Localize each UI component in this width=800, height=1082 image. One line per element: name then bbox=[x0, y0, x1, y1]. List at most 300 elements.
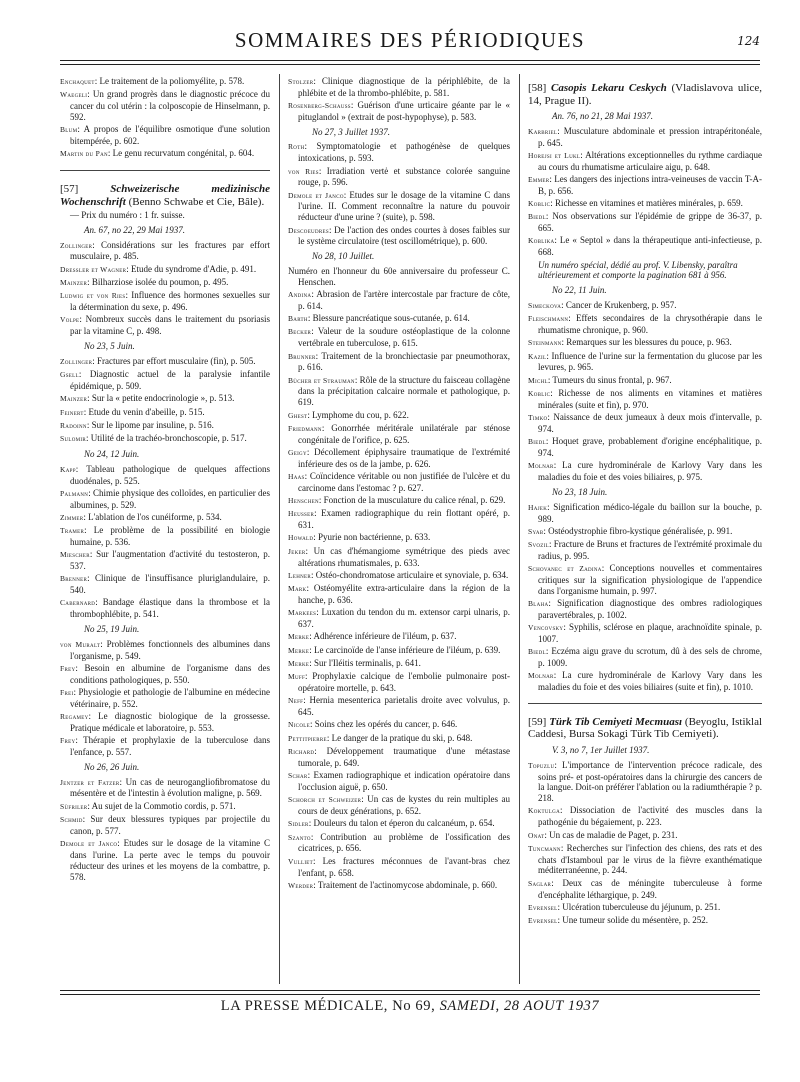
footer-journal: LA PRESSE MÉDICALE, No 69, bbox=[220, 998, 436, 1014]
article-author: Howald bbox=[288, 533, 314, 543]
article-author: Volpe bbox=[60, 315, 80, 325]
article-author: Saglar bbox=[528, 878, 552, 888]
article-title: : Une tumeur solide du mésentère, p. 252. bbox=[557, 915, 708, 926]
article-entry bbox=[288, 631, 510, 643]
article-author: Biedl bbox=[528, 437, 546, 447]
article-author: Kazil bbox=[528, 351, 547, 361]
article-title: : Cancer de Krukenberg, p. 957. bbox=[561, 299, 677, 310]
article-title: : Le traitement de la poliomyélite, p. 578. bbox=[94, 76, 245, 86]
article-author: Tuncmann bbox=[528, 843, 561, 853]
article-entry bbox=[528, 313, 762, 336]
article-title: : Etudes sur le dosage de la vitamine C dans l'urine. II. Comment reconnaître la nature du pouvoir réducteur d'une urine ? (suite), p. 598. bbox=[298, 189, 510, 223]
article-author: Palmann bbox=[60, 488, 89, 498]
article-title: : Coïncidence véritable ou non justifiée de l'ulcère et du carcinome dans l'estomac ? p. 627. bbox=[298, 471, 510, 493]
article-author: Jeker bbox=[288, 546, 306, 556]
page-header bbox=[60, 26, 760, 62]
article-author: Koblic bbox=[528, 389, 551, 399]
article-title: : Abrasion de l'artère intercostale par fracture de côte, p. 614. bbox=[298, 289, 510, 311]
article-author: Cabernard bbox=[60, 598, 96, 608]
article-title: : Clinique de l'insuffisance pluriglandulaire, p. 540. bbox=[70, 573, 270, 596]
header-rule-thin bbox=[60, 64, 760, 65]
article-title: : Guérison d'une urticaire géante par le « pituglandol » (extrait de post-hypophyse), p. 583. bbox=[298, 100, 510, 122]
article-author: Frey bbox=[60, 663, 76, 673]
article-entry bbox=[60, 488, 270, 511]
article-entry bbox=[288, 818, 510, 830]
issue-note: Un numéro spécial, dédié au prof. V. Libensky, paraîtra ultérieurement et comporte la pagination 681 à 956. bbox=[538, 259, 738, 281]
journal-number: [59] bbox=[528, 715, 550, 728]
article-entry bbox=[288, 225, 510, 248]
article-title: : Bilharziose isolée du poumon, p. 495. bbox=[87, 277, 229, 288]
article-author: Topuzlu bbox=[528, 760, 555, 770]
article-entry bbox=[528, 235, 762, 258]
article-entry bbox=[60, 549, 270, 572]
article-title: : Diagnostic actuel de la paralysie infantile épidémique, p. 509. bbox=[70, 369, 270, 391]
article-title: : Luxation du tendon du m. extensor carpi ulnaris, p. 637. bbox=[298, 607, 510, 630]
article-title: : Besoin en albumine de l'organisme dans des conditions pathologiques, p. 550. bbox=[70, 662, 270, 685]
article-entry bbox=[288, 570, 510, 582]
article-entry bbox=[60, 148, 270, 160]
article-title: : Fractures par effort musculaire (fin), p. 505. bbox=[92, 355, 256, 366]
article-entry bbox=[528, 915, 762, 927]
article-title: : Hernia mesenterica parietalis droite avec volvulus, p. 645. bbox=[298, 695, 510, 718]
article-author: Radoinn bbox=[60, 420, 87, 430]
article-entry bbox=[528, 670, 762, 693]
article-author: Regamey bbox=[60, 712, 89, 722]
issue-date: An. 67, no 22, 29 Mai 1937. bbox=[84, 224, 185, 235]
article-title: : Problèmes fonctionnels des albumines dans l'organisme, p. 549. bbox=[70, 638, 270, 661]
article-entry bbox=[528, 375, 762, 387]
article-entry bbox=[528, 902, 762, 914]
article-author: Tramer bbox=[60, 526, 85, 536]
issue-date: No 27, 3 Juillet 1937. bbox=[312, 126, 390, 137]
issue-date: No 24, 12 Juin. bbox=[84, 448, 140, 459]
article-author: Koktulga bbox=[528, 806, 560, 816]
article-author: Merke bbox=[288, 645, 310, 655]
article-entry bbox=[288, 100, 510, 123]
article-author: Koblic bbox=[528, 199, 551, 209]
article-author: Stolzer bbox=[288, 77, 314, 86]
article-entry bbox=[288, 695, 510, 718]
article-title: : Altérations exceptionnelles du rythme cardiaque au cours du rhumatisme articulaire aigu, p. 648. bbox=[538, 149, 762, 172]
article-title: : Chimie physique des colloïdes, en particulier des albumines, p. 529. bbox=[70, 487, 270, 510]
article-title: : Prophylaxie calcique de l'embolie pulmonaire post-opératoire mortelle, p. 643. bbox=[298, 671, 510, 694]
article-author: Jentzer et Fatzer bbox=[60, 777, 120, 787]
article-title: : Etude du venin d'abeille, p. 515. bbox=[83, 406, 205, 417]
article-author: Demole et Janco bbox=[60, 839, 118, 849]
article-author: Brenner bbox=[60, 574, 88, 584]
article-title: : Blessure pancréatique sous-cutanée, p. 614. bbox=[307, 313, 470, 324]
article-title: : Fonction de la musculature du calice rénal, p. 629. bbox=[318, 495, 506, 506]
article-entry bbox=[528, 598, 762, 621]
article-author: Molnar bbox=[528, 671, 554, 681]
article-author: Waegeli bbox=[60, 90, 88, 100]
article-author: Friedmann bbox=[288, 423, 322, 433]
article-author: Heusser bbox=[288, 509, 315, 519]
article-author: Blaha bbox=[528, 599, 549, 609]
article-entry bbox=[528, 760, 762, 804]
article-title: : Richesse en vitamines et matières minérales, p. 659. bbox=[550, 198, 743, 209]
journal-number: [58] bbox=[528, 82, 552, 94]
article-author: Martin du Pan bbox=[60, 149, 108, 159]
article-entry bbox=[528, 539, 762, 562]
issue-note: Numéro en l'honneur du 60e anniversaire du professeur C. Henschen. bbox=[288, 265, 510, 287]
article-title: : Recherches sur l'infection des chiens, des rats et des chats d'Istamboul par le virus de la fièvre exanthématique méditerranéenne, p. 244. bbox=[538, 842, 762, 876]
article-title: : Signification diagnostique des ombres radiologiques paravertébrales, p. 1002. bbox=[538, 598, 762, 620]
article-entry bbox=[60, 264, 270, 276]
article-entry bbox=[528, 198, 762, 210]
article-title: : Le danger de la pratique du ski, p. 648. bbox=[326, 732, 473, 743]
article-author: Lehner bbox=[288, 570, 312, 580]
article-author: Feinert bbox=[60, 407, 84, 417]
article-title: : Un grand progrès dans le diagnostic précoce du cancer du col utérin : la colposcopie de Hinselmann, p. 592. bbox=[70, 89, 270, 122]
article-author: Michl bbox=[528, 375, 548, 385]
article-author: Vencovsky bbox=[528, 623, 564, 633]
article-author: Barth bbox=[288, 314, 308, 324]
article-title: : Sur l'Iléitis terminalis, p. 641. bbox=[309, 657, 421, 668]
article-title: : Lymphome du cou, p. 622. bbox=[307, 409, 409, 420]
article-author: Merke bbox=[288, 632, 310, 642]
article-author: Süfriler bbox=[60, 801, 88, 811]
article-author: Hajek bbox=[528, 502, 548, 512]
article-title: : Contribution au problème de l'ossification des cicatrices, p. 656. bbox=[298, 831, 510, 854]
article-title: : Irradiation vertė et substance colorée sanguine rouge, p. 596. bbox=[298, 165, 510, 188]
article-entry bbox=[528, 351, 762, 374]
article-author: Miescher bbox=[60, 550, 90, 560]
article-author: Rosenberg-Schauss bbox=[288, 101, 351, 111]
journal-heading bbox=[528, 716, 762, 741]
footer-date: SAMEDI, 28 AOUT 1937 bbox=[439, 998, 600, 1014]
article-entry bbox=[60, 838, 270, 882]
article-author: Mark bbox=[288, 584, 307, 594]
article-entry bbox=[288, 508, 510, 531]
article-title: : Valeur de la soudure ostéoplastique de la colonne vertébrale en tuberculose, p. 615. bbox=[298, 326, 510, 349]
article-entry bbox=[60, 89, 270, 122]
issue-date: No 22, 11 Juin. bbox=[552, 285, 607, 296]
article-title: : Le diagnostic biologique de la grossesse. Pratique médicale et laboratoire, p. 553. bbox=[70, 711, 270, 733]
article-title: : Traitement de l'actinomycose abdominale, p. 660. bbox=[313, 879, 498, 890]
article-entry bbox=[288, 645, 510, 657]
article-author: Szanto bbox=[288, 832, 311, 842]
article-title: : Développement traumatique d'une métastase tumorale, p. 649. bbox=[298, 746, 510, 768]
article-title: : Dissociation de l'activité des muscles dans la pathogénie du bégaiement, p. 223. bbox=[538, 805, 762, 828]
journal-publisher: (Vladislavova ulice, 14, Prague II). bbox=[528, 82, 762, 107]
article-author: Sulomir bbox=[60, 434, 86, 444]
issue-date: No 25, 19 Juin. bbox=[84, 624, 140, 635]
article-author: von Ries bbox=[288, 166, 319, 176]
article-title: : Utilité de la trachéo-bronchoscopie, p. 517. bbox=[86, 433, 247, 444]
article-entry bbox=[288, 289, 510, 312]
article-entry bbox=[60, 639, 270, 662]
article-title: : Nos observations sur l'épidémie de grippe de 36-37, p. 665. bbox=[538, 211, 762, 234]
article-entry bbox=[60, 464, 270, 487]
header-rule bbox=[60, 60, 760, 61]
article-title: : Ostéo-chondromatose articulaire et synoviale, p. 634. bbox=[311, 569, 509, 580]
article-entry bbox=[288, 671, 510, 694]
article-title: : Thérapie et prophylaxie de la tuberculose dans l'enfance, p. 557. bbox=[70, 735, 270, 758]
article-author: Mainzer bbox=[60, 278, 88, 288]
article-title: : L'ablation de l'os cunéiforme, p. 534. bbox=[83, 511, 222, 522]
article-author: Merke bbox=[288, 658, 310, 668]
journal-publisher: (Beyoglu, Istiklal Caddesi, Bursa Sokagi Türk Tib Cemiyeti). bbox=[528, 715, 763, 741]
article-title: : Examen radiographique et indication opératoire dans l'occlusion aiguë, p. 650. bbox=[298, 770, 510, 792]
article-title: : Sur l'augmentation d'activité du testosteron, p. 537. bbox=[70, 549, 270, 572]
article-entry bbox=[288, 351, 510, 374]
article-title: : Eczéma aigu grave du scrotum, dû à des sels de chrome, p. 1009. bbox=[538, 646, 762, 669]
article-entry bbox=[528, 622, 762, 645]
article-title: : Ostéodystrophie fibro-kystique généralisée, p. 991. bbox=[543, 525, 733, 536]
article-author: Haas bbox=[288, 472, 305, 481]
article-title: : Douleurs du talon et éperon du calcanéum, p. 654. bbox=[308, 818, 495, 829]
article-author: Gsell bbox=[60, 370, 79, 380]
article-author: Frey bbox=[60, 736, 76, 746]
article-entry bbox=[60, 76, 270, 88]
article-title: : La cure hydrominérale de Karlovy Vary dans les maladies du foie et des voies biliaires, p. 975. bbox=[538, 460, 762, 483]
article-entry bbox=[60, 420, 270, 432]
article-entry bbox=[60, 407, 270, 419]
article-author: Werder bbox=[288, 880, 314, 890]
article-title: : Ulcération tuberculeuse du jéjunum, p. 251. bbox=[557, 901, 721, 912]
column-1 bbox=[60, 76, 270, 884]
article-title: : A propos de l'équilibre osmotique d'une solution bitempérée, p. 602. bbox=[70, 124, 270, 146]
section-separator bbox=[60, 170, 270, 171]
article-entry bbox=[60, 314, 270, 337]
article-title: : Le carcinoïde de l'anse inférieure de l'iléum, p. 639. bbox=[309, 644, 501, 655]
article-entry bbox=[60, 777, 270, 800]
article-title: : Ostéomyélite extra-articulaire dans la région de la hanche, p. 636. bbox=[298, 583, 510, 605]
footer-rule-thin bbox=[60, 994, 760, 995]
article-entry bbox=[60, 573, 270, 596]
journal-number: [57] bbox=[60, 183, 111, 196]
article-author: Mainzer bbox=[60, 394, 88, 404]
article-entry bbox=[60, 369, 270, 392]
article-author: Vulliet bbox=[288, 856, 314, 866]
page-number: 124 bbox=[737, 34, 760, 48]
article-entry bbox=[60, 393, 270, 405]
article-author: Zollinger bbox=[60, 240, 93, 250]
article-author: Karbriel bbox=[528, 126, 558, 136]
article-entry bbox=[528, 388, 762, 411]
article-title: : Sur le lipome par insuline, p. 516. bbox=[86, 419, 214, 430]
footer-rule bbox=[60, 990, 760, 991]
article-title: : Richesse de nos aliments en vitamines et matières minérales (suite et fin), p. 970. bbox=[538, 388, 762, 410]
article-author: Dressler et Wagner bbox=[60, 264, 127, 274]
article-title: : De l'action des ondes courtes à doses faibles sur le système circulatoire (test oscillométrique), p. 600. bbox=[298, 224, 510, 247]
page-footer bbox=[60, 998, 760, 1015]
article-entry bbox=[60, 801, 270, 813]
article-title: : Conceptions nouvelles et commentaires critiques sur la signification physiologique de l'appendice dans l'organisme humain, p. 997. bbox=[538, 563, 762, 596]
article-entry bbox=[528, 460, 762, 483]
article-author: Neff bbox=[288, 696, 304, 706]
article-title: : Effets secondaires de la chrysothérapie dans le rhumatisme chronique, p. 960. bbox=[538, 313, 762, 336]
article-title: : Le « Septol » dans la thérapeutique anti-infectieuse, p. 668. bbox=[538, 235, 762, 258]
page-title: SOMMAIRES DES PÉRIODIQUES bbox=[234, 28, 586, 52]
article-title: : Les fractures méconnues de l'avant-bras chez l'enfant, p. 658. bbox=[298, 855, 510, 878]
article-title: : Un cas d'hémangiome symétrique des pieds avec altérations rhumatismales, p. 633. bbox=[298, 545, 510, 568]
article-title: : Le problème de la possibilité en biologie humaine, p. 536. bbox=[70, 525, 270, 547]
article-entry bbox=[60, 687, 270, 710]
article-author: Markees bbox=[288, 608, 317, 618]
article-entry bbox=[288, 410, 510, 422]
article-author: Bücher et Strauman bbox=[288, 375, 355, 385]
article-author: Zimmer bbox=[60, 512, 84, 522]
article-title: : Bandage élastique dans la thrombose et la thrombophlébite, p. 541. bbox=[70, 597, 270, 620]
article-author: Onat bbox=[528, 830, 545, 840]
article-author: Fleischmann bbox=[528, 314, 569, 324]
article-title: : Remarques sur les blessures du pouce, p. 963. bbox=[561, 337, 732, 348]
article-entry bbox=[60, 356, 270, 368]
article-title: : Soins chez les opérés du cancer, p. 646. bbox=[309, 719, 458, 730]
article-entry bbox=[288, 495, 510, 507]
article-title: : Signification médico-légale du baillon sur la bouche, p. 989. bbox=[538, 501, 762, 524]
article-author: Schorch et Schweizer bbox=[288, 795, 362, 805]
article-title: : Un cas de maladie de Paget, p. 231. bbox=[544, 829, 678, 840]
article-title: : La cure hydrominérale de Karlovy Vary dans les maladies du foie et des voies biliaires (suite et fin), p. 1010. bbox=[538, 670, 762, 693]
article-author: Kapp bbox=[60, 464, 76, 474]
column-divider-1 bbox=[279, 74, 280, 984]
article-title: : Deux cas de méningite tuberculeuse à forme d'encéphalite léthargique, p. 249. bbox=[538, 877, 762, 900]
journal-name: Casopis Lekaru Ceskych bbox=[551, 82, 667, 94]
article-entry bbox=[528, 150, 762, 173]
article-title: : Musculature abdominale et pression intrapéritonéale, p. 645. bbox=[538, 125, 762, 148]
article-author: Pettitpierre bbox=[288, 733, 327, 743]
article-author: Geigy bbox=[288, 447, 307, 457]
article-entry bbox=[528, 412, 762, 435]
article-author: Sidler bbox=[288, 819, 309, 829]
article-entry bbox=[60, 290, 270, 313]
article-title: : Naissance de deux jumeaux à deux mois d'intervalle, p. 974. bbox=[538, 412, 762, 434]
article-entry bbox=[528, 126, 762, 149]
journal-heading bbox=[60, 183, 270, 208]
article-author: Horejsi et Lukl bbox=[528, 150, 581, 160]
article-entry bbox=[288, 471, 510, 494]
article-entry bbox=[288, 166, 510, 189]
issue-date: No 23, 5 Juin. bbox=[84, 341, 135, 352]
article-entry bbox=[288, 326, 510, 349]
column-divider-2 bbox=[519, 74, 520, 984]
article-entry bbox=[288, 423, 510, 446]
article-title: : Gonorrhée méritérale unilatérale par sténose congénitale de l'orifice, p. 625. bbox=[298, 422, 510, 445]
article-author: Richard bbox=[288, 747, 315, 757]
article-author: Schovanec et Zadina bbox=[528, 564, 602, 574]
article-title: : Fracture de Bruns et fractures de l'extrémité proximale du radius, p. 995. bbox=[538, 539, 762, 561]
article-entry bbox=[60, 663, 270, 686]
article-entry bbox=[288, 583, 510, 606]
article-author: Blum bbox=[60, 125, 78, 135]
issue-date: V. 3, no 7, 1er Juillet 1937. bbox=[552, 744, 650, 755]
article-entry bbox=[60, 814, 270, 837]
article-entry bbox=[288, 546, 510, 569]
article-entry bbox=[528, 502, 762, 525]
article-title: : L'importance de l'intervention précoce radicale, des soins pré- et post-opératoires dans la chirurgie des cancers de la langue. Doit-on préférer l'ablation ou la radiumthérapie ? p. 218. bbox=[538, 759, 762, 804]
article-author: Schmid bbox=[60, 815, 83, 825]
article-author: Enchaquet bbox=[60, 77, 95, 86]
article-author: Emmer bbox=[528, 174, 550, 184]
article-entry bbox=[528, 211, 762, 234]
article-entry bbox=[528, 337, 762, 349]
article-entry bbox=[528, 830, 762, 842]
article-entry bbox=[60, 124, 270, 147]
article-title: : Pyurie non bactérienne, p. 633. bbox=[313, 532, 431, 543]
article-title: : Influence des hormones sexuelles sur la détermination du sexe, p. 496. bbox=[70, 290, 270, 313]
article-author: Biedl bbox=[528, 647, 546, 657]
article-entry bbox=[288, 447, 510, 470]
article-entry bbox=[288, 856, 510, 879]
article-title: : Clinique diagnostique de la périphlébite, de la phlébite et de la thrombo-phlébite, p. 581. bbox=[298, 76, 510, 98]
article-author: von Muralt bbox=[60, 639, 101, 649]
issue-date: No 23, 18 Juin. bbox=[552, 486, 608, 497]
article-title: : Physiologie et pathologie de l'albumine en médecine vétérinaire, p. 552. bbox=[70, 687, 270, 709]
article-title: : Traitement de la bronchiectasie par pneumothorax, p. 616. bbox=[298, 350, 510, 373]
article-entry bbox=[288, 141, 510, 164]
article-entry bbox=[60, 433, 270, 445]
article-entry bbox=[288, 733, 510, 745]
article-entry bbox=[528, 646, 762, 669]
article-entry bbox=[288, 190, 510, 223]
article-title: : Etude du syndrome d'Adie, p. 491. bbox=[126, 263, 257, 274]
article-title: : Les dangers des injections intra-veineuses de vaccin T-A-B, p. 656. bbox=[538, 173, 762, 196]
column-3 bbox=[528, 76, 762, 928]
article-entry bbox=[288, 746, 510, 769]
article-author: Descoeudres bbox=[288, 225, 329, 235]
article-entry bbox=[528, 843, 762, 876]
journal-name: Schweizerische medizinische Wochenschrift bbox=[60, 183, 270, 208]
article-title: : Examen radiographique du rein flottant opéré, p. 631. bbox=[298, 508, 510, 531]
article-entry bbox=[528, 563, 762, 596]
article-entry bbox=[288, 76, 510, 99]
article-entry bbox=[528, 526, 762, 538]
article-author: Nicole bbox=[288, 720, 310, 730]
article-author: Muff bbox=[288, 672, 306, 682]
article-title: : Tableau pathologique de quelques affections duodénales, p. 525. bbox=[70, 463, 270, 486]
article-author: Evrensel bbox=[528, 902, 558, 912]
article-author: Ghest bbox=[288, 410, 308, 420]
article-entry bbox=[528, 300, 762, 312]
article-entry bbox=[288, 832, 510, 855]
article-entry bbox=[528, 805, 762, 828]
article-title: : Nombreux succès dans le traitement du psoriasis par la vitamine C, p. 498. bbox=[70, 314, 270, 337]
article-author: Svozil bbox=[528, 540, 549, 550]
article-entry bbox=[288, 607, 510, 630]
article-entry bbox=[288, 658, 510, 670]
article-title: : Sur deux blessures typiques par projectile du canon, p. 577. bbox=[70, 814, 270, 836]
article-author: Ludwig et von Ries bbox=[60, 291, 126, 301]
article-author: Schar bbox=[288, 771, 308, 781]
article-entry bbox=[528, 878, 762, 901]
article-author: Henschen bbox=[288, 496, 319, 506]
issue-date: No 28, 10 Juillet. bbox=[312, 251, 375, 262]
article-author: Simeckova bbox=[528, 300, 562, 310]
section-separator bbox=[528, 703, 762, 704]
article-title: : Considérations sur les fractures par effort musculaire, p. 485. bbox=[70, 239, 270, 262]
article-title: : Au sujet de la Commotio cordis, p. 571. bbox=[87, 800, 236, 811]
journal-price: — Prix du numéro : 1 fr. suisse. bbox=[70, 210, 185, 221]
article-author: Biedl bbox=[528, 212, 546, 222]
article-author: Evrensel bbox=[528, 916, 558, 926]
article-title: : Sur la « petite endocrinologie », p. 513. bbox=[87, 393, 235, 404]
article-author: Steinmann bbox=[528, 338, 562, 348]
article-title: : Un cas de neuroganglioﬁbromatose du mésentère et de l'intestin à évolution maligne, p. 569. bbox=[70, 776, 270, 799]
article-entry bbox=[60, 240, 270, 263]
article-entry bbox=[288, 313, 510, 325]
article-title: : Le genu recurvatum congénital, p. 604. bbox=[107, 148, 255, 159]
article-entry bbox=[60, 597, 270, 620]
article-entry bbox=[60, 525, 270, 548]
article-entry bbox=[60, 711, 270, 734]
article-entry bbox=[528, 436, 762, 459]
article-title: : Tumeurs du sinus frontal, p. 967. bbox=[547, 374, 672, 385]
article-title: : Influence de l'urine sur la fermentation du glucose par les levures, p. 965. bbox=[538, 350, 762, 373]
issue-date: An. 76, no 21, 28 Mai 1937. bbox=[552, 111, 653, 121]
